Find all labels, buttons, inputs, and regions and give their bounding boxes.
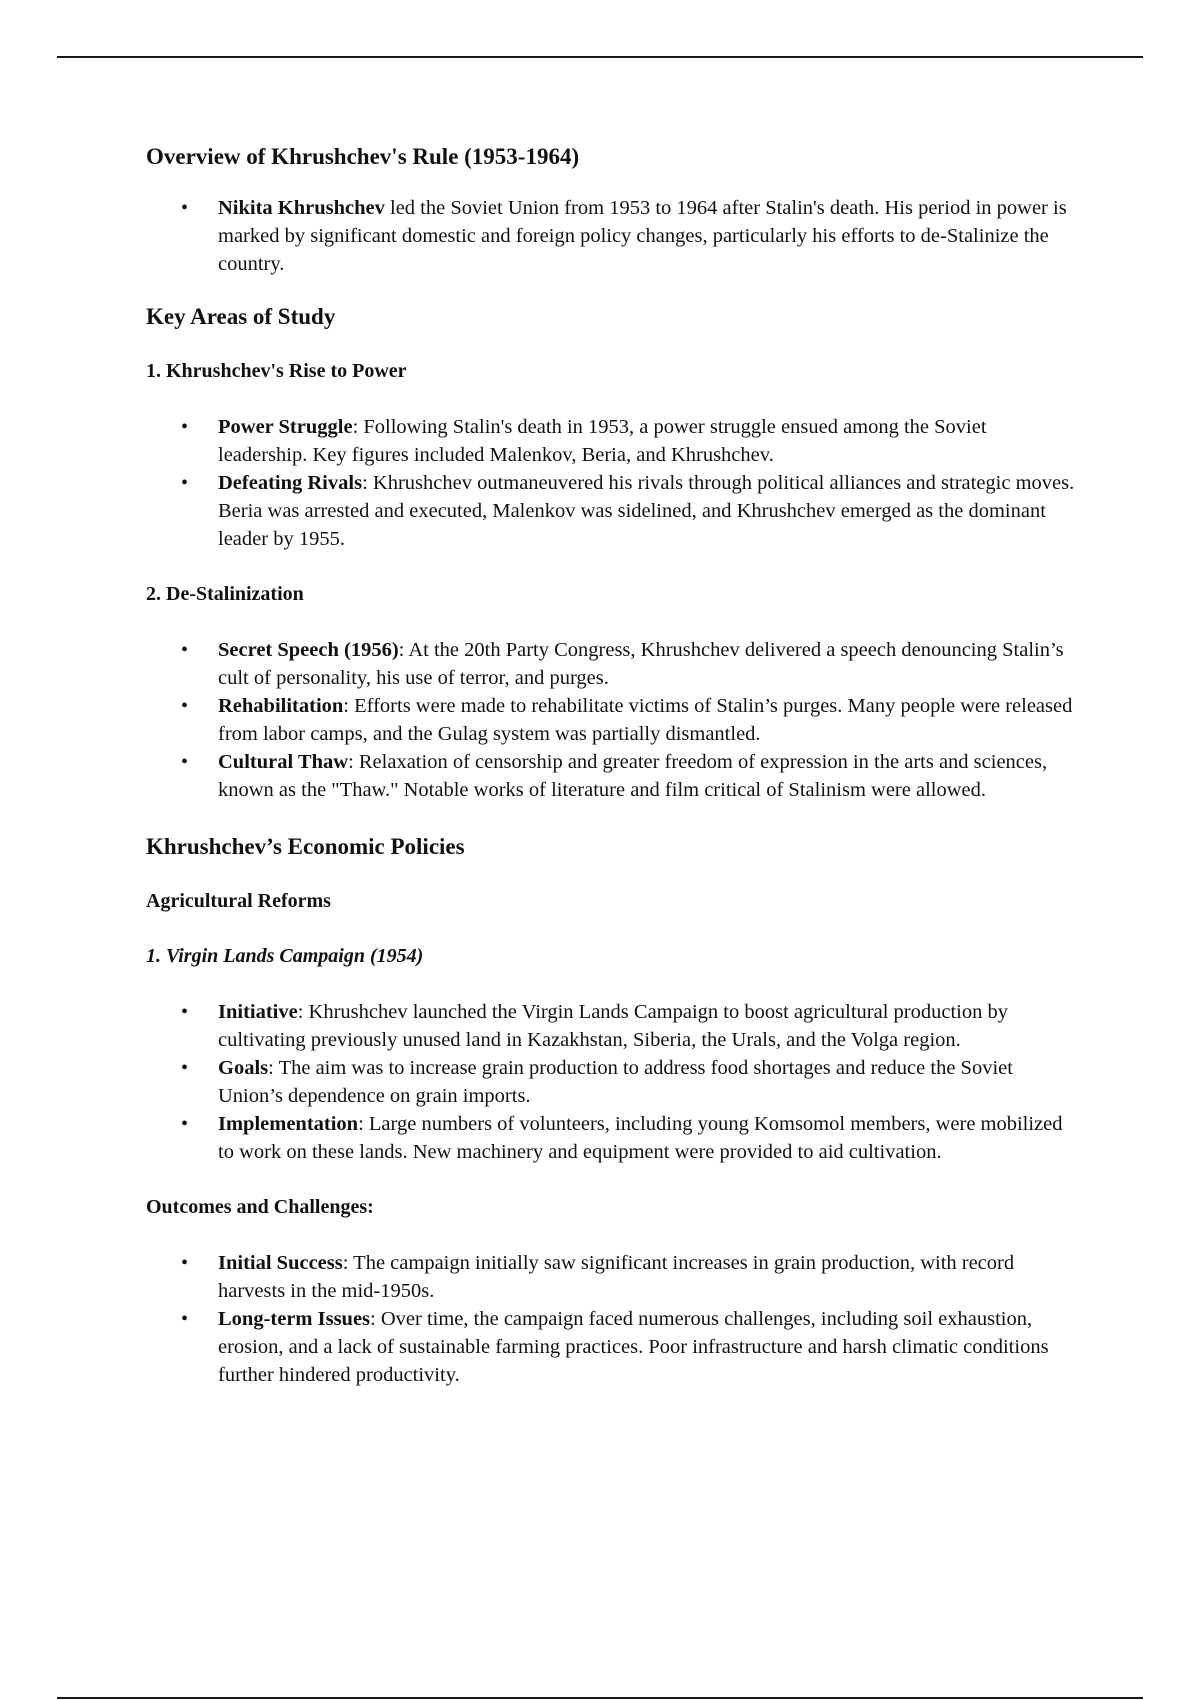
- overview-list: [146, 194, 1076, 278]
- key-areas-heading: Key Areas of Study: [146, 304, 336, 329]
- list-item: [146, 413, 1076, 469]
- outcomes-list: [146, 1249, 1076, 1389]
- rise-list: [146, 413, 1076, 553]
- list-item-term: Cultural Thaw: [218, 751, 349, 773]
- list-item: [146, 692, 1076, 748]
- list-item-term: Nikita Khrushchev: [218, 197, 385, 219]
- economic-heading: Khrushchev’s Economic Policies: [146, 834, 465, 859]
- agricultural-heading: Agricultural Reforms: [146, 890, 331, 912]
- list-item: [146, 194, 1076, 278]
- list-item-text: : Relaxation of censorship and greater freedom of expression in the arts and sciences, known as the "Thaw." Notable works of literature and film critical of Stalinism were allowed.: [218, 751, 1048, 801]
- list-item: [146, 1249, 1076, 1305]
- list-item-text: : Efforts were made to rehabilitate victims of Stalin’s purges. Many people were released from labor camps, and the Gulag system was partially dismantled.: [218, 695, 1073, 745]
- list-item-term: Long-term Issues: [218, 1308, 371, 1330]
- top-rule: [57, 56, 1143, 58]
- overview-heading: Overview of Khrushchev's Rule (1953-1964): [146, 144, 580, 169]
- list-item-text: : Large numbers of volunteers, including young Komsomol members, were mobilized to work on these lands. New machinery and equipment were provided to aid cultivation.: [218, 1113, 1063, 1163]
- list-item: [146, 1305, 1076, 1389]
- list-item-text: : Following Stalin's death in 1953, a power struggle ensued among the Soviet leadership. Key figures included Malenkov, Beria, and Khrushchev.: [218, 416, 987, 466]
- list-item-term: Secret Speech (1956): [218, 639, 399, 661]
- list-item: [146, 748, 1076, 804]
- virgin-lands-list: [146, 998, 1076, 1166]
- list-item-term: Initiative: [218, 1001, 298, 1023]
- list-item: [146, 1054, 1076, 1110]
- list-item-term: Implementation: [218, 1113, 359, 1135]
- list-item: [146, 1110, 1076, 1166]
- list-item: [146, 998, 1076, 1054]
- outcomes-heading: Outcomes and Challenges:: [146, 1196, 374, 1218]
- list-item-text: led the Soviet Union from 1953 to 1964 after Stalin's death. His period in power is marked by significant domestic and foreign policy changes, particularly his efforts to de-Stalinize the country.: [218, 197, 1067, 275]
- list-item-text: : The campaign initially saw significant increases in grain production, with record harvests in the mid-1950s.: [218, 1252, 1015, 1302]
- destalinization-list: [146, 636, 1076, 804]
- list-item-term: Goals: [218, 1057, 269, 1079]
- list-item-term: Rehabilitation: [218, 695, 344, 717]
- bottom-rule: [57, 1697, 1143, 1699]
- list-item-text: : The aim was to increase grain production to address food shortages and reduce the Soviet Union’s dependence on grain imports.: [218, 1057, 1013, 1107]
- list-item-term: Initial Success: [218, 1252, 343, 1274]
- virgin-lands-heading: 1. Virgin Lands Campaign (1954): [146, 945, 424, 967]
- list-item: [146, 636, 1076, 692]
- list-item-text: : At the 20th Party Congress, Khrushchev delivered a speech denouncing Stalin’s cult of personality, his use of terror, and purges.: [218, 639, 1064, 689]
- destalinization-heading: 2. De-Stalinization: [146, 583, 304, 605]
- list-item-text: : Over time, the campaign faced numerous challenges, including soil exhaustion, erosion, and a lack of sustainable farming practices. Poor infrastructure and harsh climatic conditions further hindered productivity.: [218, 1308, 1049, 1386]
- list-item-term: Defeating Rivals: [218, 472, 363, 494]
- rise-heading: 1. Khrushchev's Rise to Power: [146, 360, 407, 382]
- list-item: [146, 469, 1076, 553]
- list-item-text: : Khrushchev launched the Virgin Lands Campaign to boost agricultural production by cultivating previously unused land in Kazakhstan, Siberia, the Urals, and the Volga region.: [218, 1001, 1008, 1051]
- list-item-term: Power Struggle: [218, 416, 353, 438]
- document-body: [146, 142, 1076, 1389]
- list-item-text: : Khrushchev outmaneuvered his rivals through political alliances and strategic moves. Beria was arrested and executed, Malenkov was sidelined, and Khrushchev emerged as the dominant leader by 1955.: [218, 472, 1075, 550]
